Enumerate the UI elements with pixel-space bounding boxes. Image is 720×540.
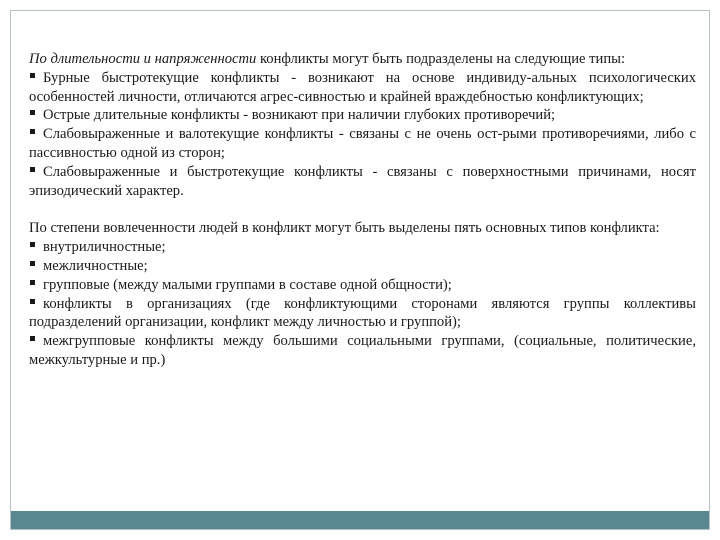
square-bullet-icon [29, 298, 39, 308]
slide-content [29, 50, 696, 370]
square-bullet-icon [29, 109, 39, 119]
section1-intro-italic: По длительности и напряженности [29, 51, 257, 67]
list-item-text: Острые длительные конфликты - возникают при наличии глубоких противоречий; [43, 107, 556, 124]
list-item-text: конфликты в организациях (где конфликтующими сторонами являются группы коллективы подразделений организации, конфликт между личностью и группой); [29, 295, 696, 331]
list-item [29, 332, 696, 370]
list-item-text: Слабовыраженные и валотекущие конфликты - связаны с не очень ост-рыми противоречиями, либо с пассивностью одной из сторон; [29, 126, 696, 161]
list-item-text: внутриличностные; [43, 239, 166, 256]
list-item-text: межличностные; [43, 257, 148, 274]
square-bullet-icon [29, 128, 39, 138]
list-item [29, 125, 696, 163]
list-item [29, 276, 696, 295]
slide [10, 10, 710, 530]
section1-intro [29, 50, 696, 69]
square-bullet-icon [29, 241, 39, 251]
square-bullet-icon [29, 260, 39, 270]
list-item [29, 257, 696, 276]
list-item-text: межгрупповые конфликты между большими социальными группами, (социальные, политические, межкультурные и пр.) [29, 333, 696, 368]
list-item [29, 295, 696, 333]
list-item-text: Бурные быстротекущие конфликты - возникают на основе индивиду-альных психологических особенностей личности, отличаются агрес-сивностью и крайней враждебностью конфликтующих; [29, 69, 696, 105]
footer-bar [11, 511, 709, 529]
list-item [29, 163, 696, 201]
list-item-text: групповые (между малыми группами в составе одной общности); [43, 276, 452, 293]
list-item [29, 106, 696, 125]
section1-intro-rest: конфликты могут быть подразделены на следующие типы: [256, 51, 626, 67]
list-item-text: Слабовыраженные и быстротекущие конфликты - связаны с поверхностными причинами, носят эпизодический характер. [29, 163, 696, 199]
square-bullet-icon [29, 166, 39, 176]
list-item [29, 238, 696, 257]
section2-intro: По степени вовлеченности людей в конфликт могут быть выделены пять основных типов конфликта: [29, 220, 660, 237]
list-item [29, 69, 696, 107]
square-bullet-icon [29, 279, 39, 289]
square-bullet-icon [29, 335, 39, 345]
square-bullet-icon [29, 72, 39, 82]
